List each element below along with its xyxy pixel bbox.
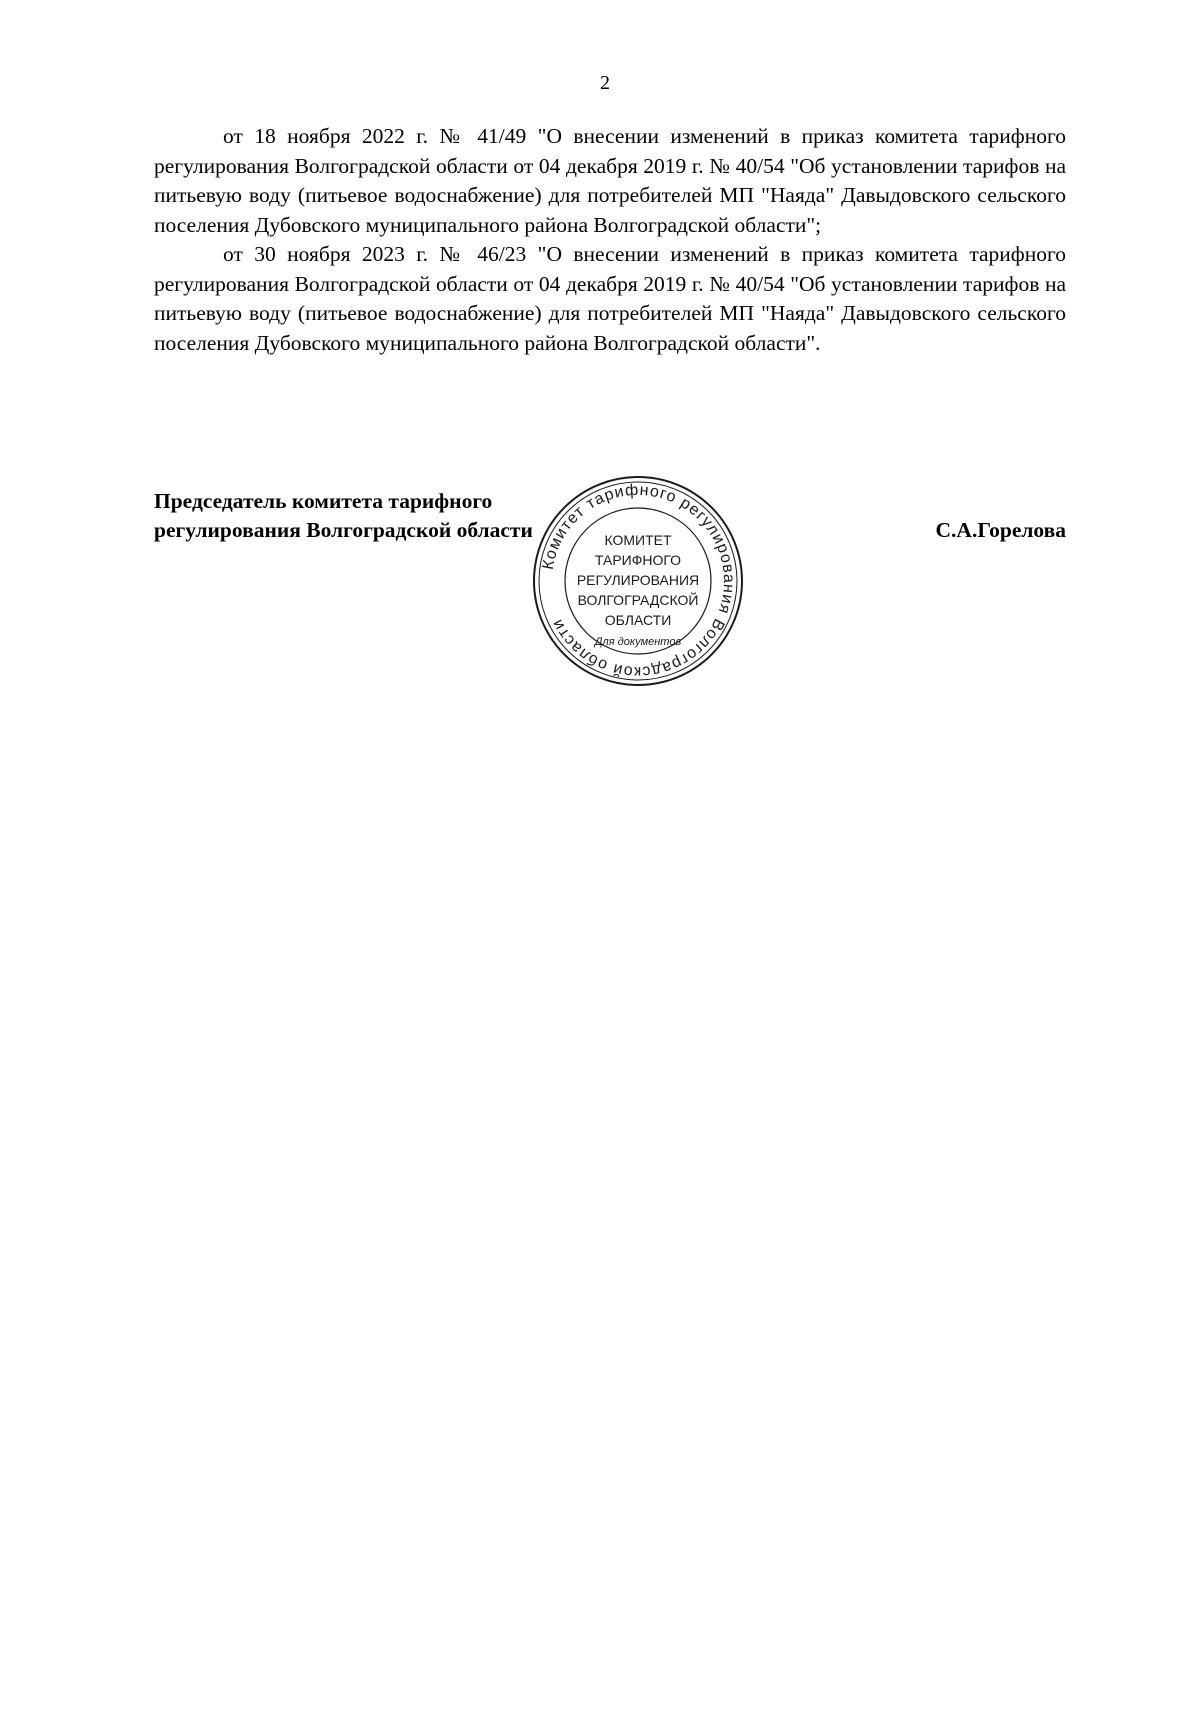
seal-outer-text: Комитет тарифного регулирования Волгоградской области bbox=[539, 481, 738, 681]
seal-center-line-2: ТАРИФНОГО bbox=[594, 552, 682, 568]
signatory-position-line-1: Председатель комитета тарифного bbox=[154, 489, 493, 513]
seal-bottom-text: Для документов bbox=[594, 636, 682, 648]
signatory-position bbox=[154, 487, 533, 545]
paragraph-amendment-2022: от 18 ноября 2022 г. № 41/49 "О внесении изменений в приказ комитета тарифного регулирования Волгоградской области от 04 декабря 2019 г. № 40/54 "Об установлении тарифов на питьевую воду (питьевое водоснабжение) для потребителей МП "Наяда" Давыдовского сельского поселения Дубовского муниципального района Волгоградской области"; bbox=[154, 124, 1066, 237]
seal-center-line-1: КОМИТЕТ bbox=[604, 532, 672, 548]
page-number: 2 bbox=[600, 72, 610, 94]
seal-center-line-5: ОБЛАСТИ bbox=[604, 612, 672, 628]
seal-graphic bbox=[530, 473, 746, 689]
document-body bbox=[154, 122, 1066, 358]
seal-center-line-4: ВОЛГОГРАДСКОЙ bbox=[577, 592, 699, 608]
official-seal bbox=[530, 473, 746, 689]
seal-center-line-3: РЕГУЛИРОВАНИЯ bbox=[576, 572, 700, 588]
signatory-position-line-2: регулирования Волгоградской области bbox=[154, 518, 533, 542]
signatory-name: С.А.Горелова bbox=[935, 518, 1066, 542]
paragraph-amendment-2023: от 30 ноября 2023 г. № 46/23 "О внесении изменений в приказ комитета тарифного регулирования Волгоградской области от 04 декабря 2019 г. № 40/54 "Об установлении тарифов на питьевую воду (питьевое водоснабжение) для потребителей МП "Наяда" Давыдовского сельского поселения Дубовского муниципального района Волгоградской области". bbox=[154, 242, 1066, 355]
